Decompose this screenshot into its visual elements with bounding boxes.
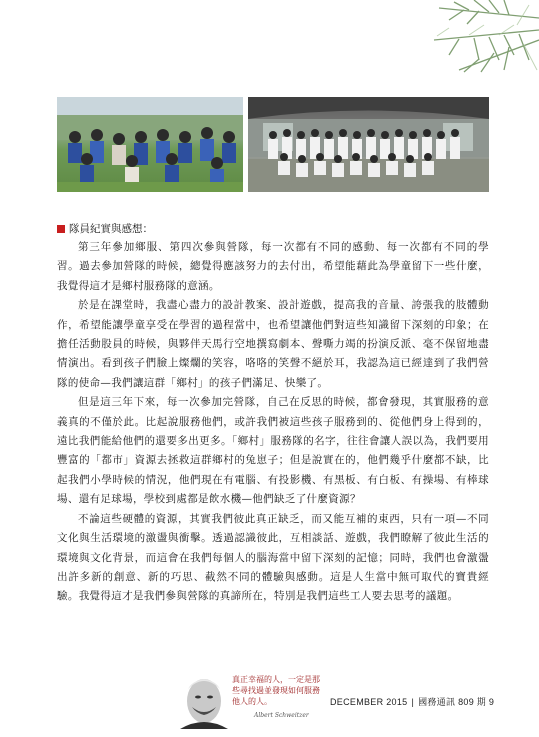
page-number: 9 [488, 697, 495, 707]
activity-photos [57, 97, 489, 192]
pine-branch-decoration [419, 0, 539, 75]
footer-separator: | [411, 697, 415, 707]
issue-date: DECEMBER 2015 [330, 697, 408, 707]
paragraph-1: 第三年參加鄉服、第四次參與營隊，每一次都有不同的感動、每一次都有不同的學習。過去參加營隊的時候，總覺得應該努力的去付出，希望能藉此為學童留下一些什麼，我覺得這才是鄉村服務隊的意涵。 [57, 241, 489, 292]
quote-line-1: 真正幸福的人，一定是那 [232, 675, 320, 684]
section-heading-text: 隊員紀實與感想： [69, 223, 153, 235]
team-reflection-section [57, 222, 489, 607]
page-footer [330, 695, 494, 708]
paragraph-4: 不論這些硬體的資源，其實我們彼此真正缺乏，而又能互補的東西，只有一項—不同文化與生活環境的激盪與衝擊。透過認識彼此，互相談話、遊戲，我們瞭解了彼此生活的環境與文化背景，而這會在我們每個人的腦海當中留下深刻的記憶；同時，我們也會激盪出許多新的創意、新的巧思、截然不同的體驗與感動。這是人生當中無可取代的寶貴經驗。我覺得這才是我們參與營隊的真諦所在，特別是我們這些工人要去思考的議題。 [57, 512, 489, 603]
schweitzer-quote-image [176, 669, 336, 729]
publication-name: 國務通訊 809 期 [418, 697, 487, 707]
quote-line-2: 些尋找過並發現如何服務 [232, 686, 320, 695]
photo-children-in-field [57, 97, 243, 192]
quote-line-3: 他人的人。 [232, 697, 272, 706]
section-heading [57, 222, 489, 236]
paragraph-3: 但是這三年下來，每一次參加完營隊，自己在反思的時候，都會發現，其實服務的意義真的不僅於此。比起說服務他們，或許我們被這些孩子服務到的、從他們身上得到的，遠比我們能給他們的還要多出更多。「鄉村」服務隊的名字，往往會讓人誤以為，我們要用豐富的「都市」資源去拯救這群鄉村的兔崽子；但是說實在的，他們幾乎什麼都不缺，比起我們小學時候的情況，他們現在有電腦、有投影機、有黑板、有白板、有操場、有棒球場、還有足球場，學校到處都是飲水機—他們缺乏了什麼資源？ [57, 396, 489, 506]
red-square-bullet-icon [57, 225, 65, 233]
paragraph-2: 於是在課堂時，我盡心盡力的設計教案、設計遊戲，提高我的音量、誇張我的肢體動作，希望能讓學童享受在學習的過程當中，也希望讓他們對這些知識留下深刻的印象；在擔任活動股員的時候，與夥伴天馬行空地撰寫劇本、聲嘶力竭的扮演反派、毫不保留地盡情演出。看到孩子們臉上燦爛的笑容，咯咯的笑聲不絕於耳，我認為這已經達到了我們營隊的使命—我們讓這群「鄉村」的孩子們滿足、快樂了。 [57, 299, 489, 389]
photo-team-group [248, 97, 489, 192]
quote-author: Albert Schweitzer [254, 712, 309, 719]
